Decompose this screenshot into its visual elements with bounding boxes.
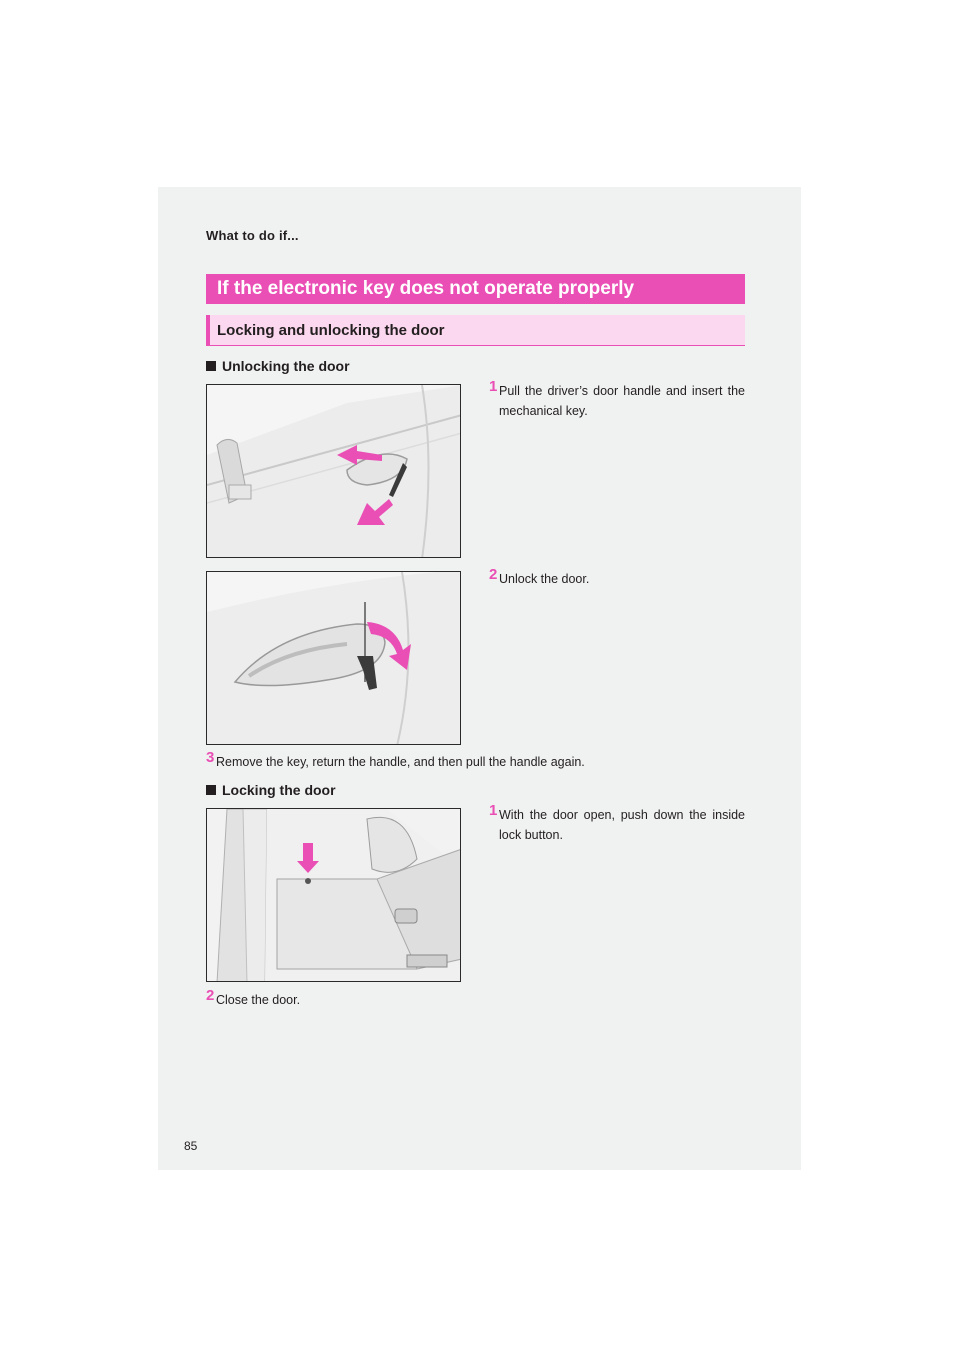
square-bullet-icon: [206, 785, 216, 795]
lock-step-1: [489, 802, 745, 845]
step-number: 3: [206, 749, 215, 766]
section-title: If the electronic key does not operate properly: [206, 274, 745, 304]
step-text: Close the door.: [216, 993, 301, 1007]
locking-heading-text: Locking the door: [222, 782, 336, 798]
figure-insert-key: [206, 384, 461, 558]
unlocking-heading-text: Unlocking the door: [222, 358, 350, 374]
step-text: Remove the key, return the handle, and then pull the handle again.: [216, 755, 585, 769]
step-number: 1: [489, 378, 498, 395]
step-text: Pull the driver’s door handle and insert the mechanical key.: [499, 384, 745, 418]
page-number: 85: [184, 1139, 198, 1153]
figure-inside-lock-button: [206, 808, 461, 982]
lock-step-2: [206, 987, 745, 1010]
step-number: 2: [489, 566, 498, 583]
unlock-step-3: [206, 749, 745, 772]
step-text: Unlock the door.: [499, 572, 590, 586]
figure-unlock-door: [206, 571, 461, 745]
square-bullet-icon: [206, 361, 216, 371]
chapter-header: What to do if...: [206, 228, 299, 243]
locking-heading: [206, 782, 336, 798]
step-number: 2: [206, 987, 215, 1004]
step-text: With the door open, push down the inside lock button.: [499, 808, 745, 842]
unlocking-heading: [206, 358, 350, 374]
unlock-step-2: [489, 566, 745, 589]
step-number: 1: [489, 802, 498, 819]
subsection-title: Locking and unlocking the door: [206, 315, 745, 346]
unlock-step-1: [489, 378, 745, 421]
